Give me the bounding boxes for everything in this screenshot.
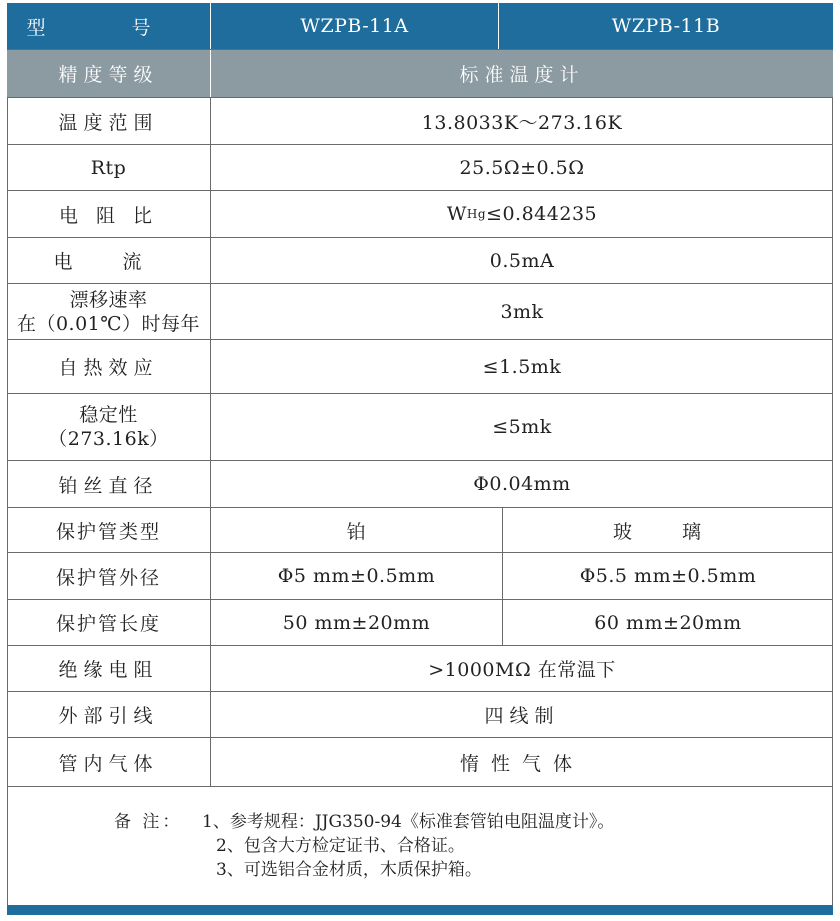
table-row [7,191,833,238]
stability-value: ≤5mk [492,416,552,438]
notes-heading: 备 注： [114,812,183,832]
insulation-label: 绝缘电阻 [7,646,211,691]
note-1: 1、参考规程：JJG350-94《标准套管铂电阻温度计》。 [202,812,615,832]
table-header-row [7,3,833,50]
ratio-symbol: W [446,203,467,225]
self-heating-value: ≤1.5mk [482,355,562,378]
drift-label-line2: 在（0.01℃）时每年 [16,312,201,335]
table-row [7,394,833,461]
resistance-ratio-value [211,191,833,237]
tube-type-label: 保护管类型 [7,508,211,552]
model-label: 型 号 [7,3,211,49]
table-row [7,600,833,646]
tube-outer-diameter-a: Φ5 mm±0.5mm [211,553,503,599]
temp-range-value: 13.8033K～273.16K [421,111,623,134]
model-b: WZPB-11B [611,15,721,37]
tube-length-a: 50 mm±20mm [211,600,503,645]
note-3: 3、可选铝合金材质，木质保护箱。 [216,860,482,880]
table-row [7,553,833,600]
stability-label-line2: （273.16k） [48,428,169,450]
tube-length-b: 60 mm±20mm [594,611,742,634]
gas-value: 惰性气体 [459,752,584,775]
footer-bar [7,905,833,915]
table-row [7,98,833,145]
tube-outer-diameter-label: 保护管外径 [7,553,211,599]
current-value: 0.5mA [489,249,555,272]
wire-diameter-label: 铂丝直径 [7,461,211,507]
lead-value: 四线制 [484,705,560,727]
self-heating-label: 自热效应 [7,340,211,393]
table-row [7,340,833,394]
drift-value: 3mk [500,300,544,323]
table-row [7,508,833,553]
current-label: 电 流 [7,238,211,283]
temp-range-label: 温度范围 [7,98,211,144]
gas-label: 管内气体 [7,738,211,786]
table-row [7,692,833,738]
tube-outer-diameter-b: Φ5.5 mm±0.5mm [579,565,757,587]
wire-diameter-value: Φ0.04mm [473,473,571,495]
table-row [7,738,833,787]
tube-type-a: 铂 [211,508,503,552]
table-row [7,284,833,340]
notes-section [7,787,833,905]
insulation-value: >1000MΩ 在常温下 [428,659,616,681]
drift-label [7,284,211,339]
accuracy-row [7,50,833,98]
ratio-number: ≤0.844235 [486,203,598,225]
tube-type-b: 玻 璃 [612,520,724,543]
tube-length-label: 保护管长度 [7,600,211,645]
ratio-subscript: Hg [466,207,487,221]
stability-label-line1: 稳定性 [79,404,138,426]
table-row [7,238,833,284]
table-row [7,145,833,191]
rtp-value: 25.5Ω±0.5Ω [459,156,585,179]
table-row [7,646,833,692]
accuracy-label: 精度等级 [7,50,211,97]
resistance-ratio-label: 电 阻 比 [7,191,211,237]
accuracy-value: 标准温度计 [459,64,585,86]
lead-label: 外部引线 [7,692,211,737]
stability-label [7,394,211,460]
note-2: 2、包含大方检定证书、合格证。 [216,836,465,856]
rtp-label: Rtp [7,145,211,190]
table-row [7,461,833,508]
drift-label-line1: 漂移速率 [69,288,148,311]
model-a: WZPB-11A [211,3,499,49]
